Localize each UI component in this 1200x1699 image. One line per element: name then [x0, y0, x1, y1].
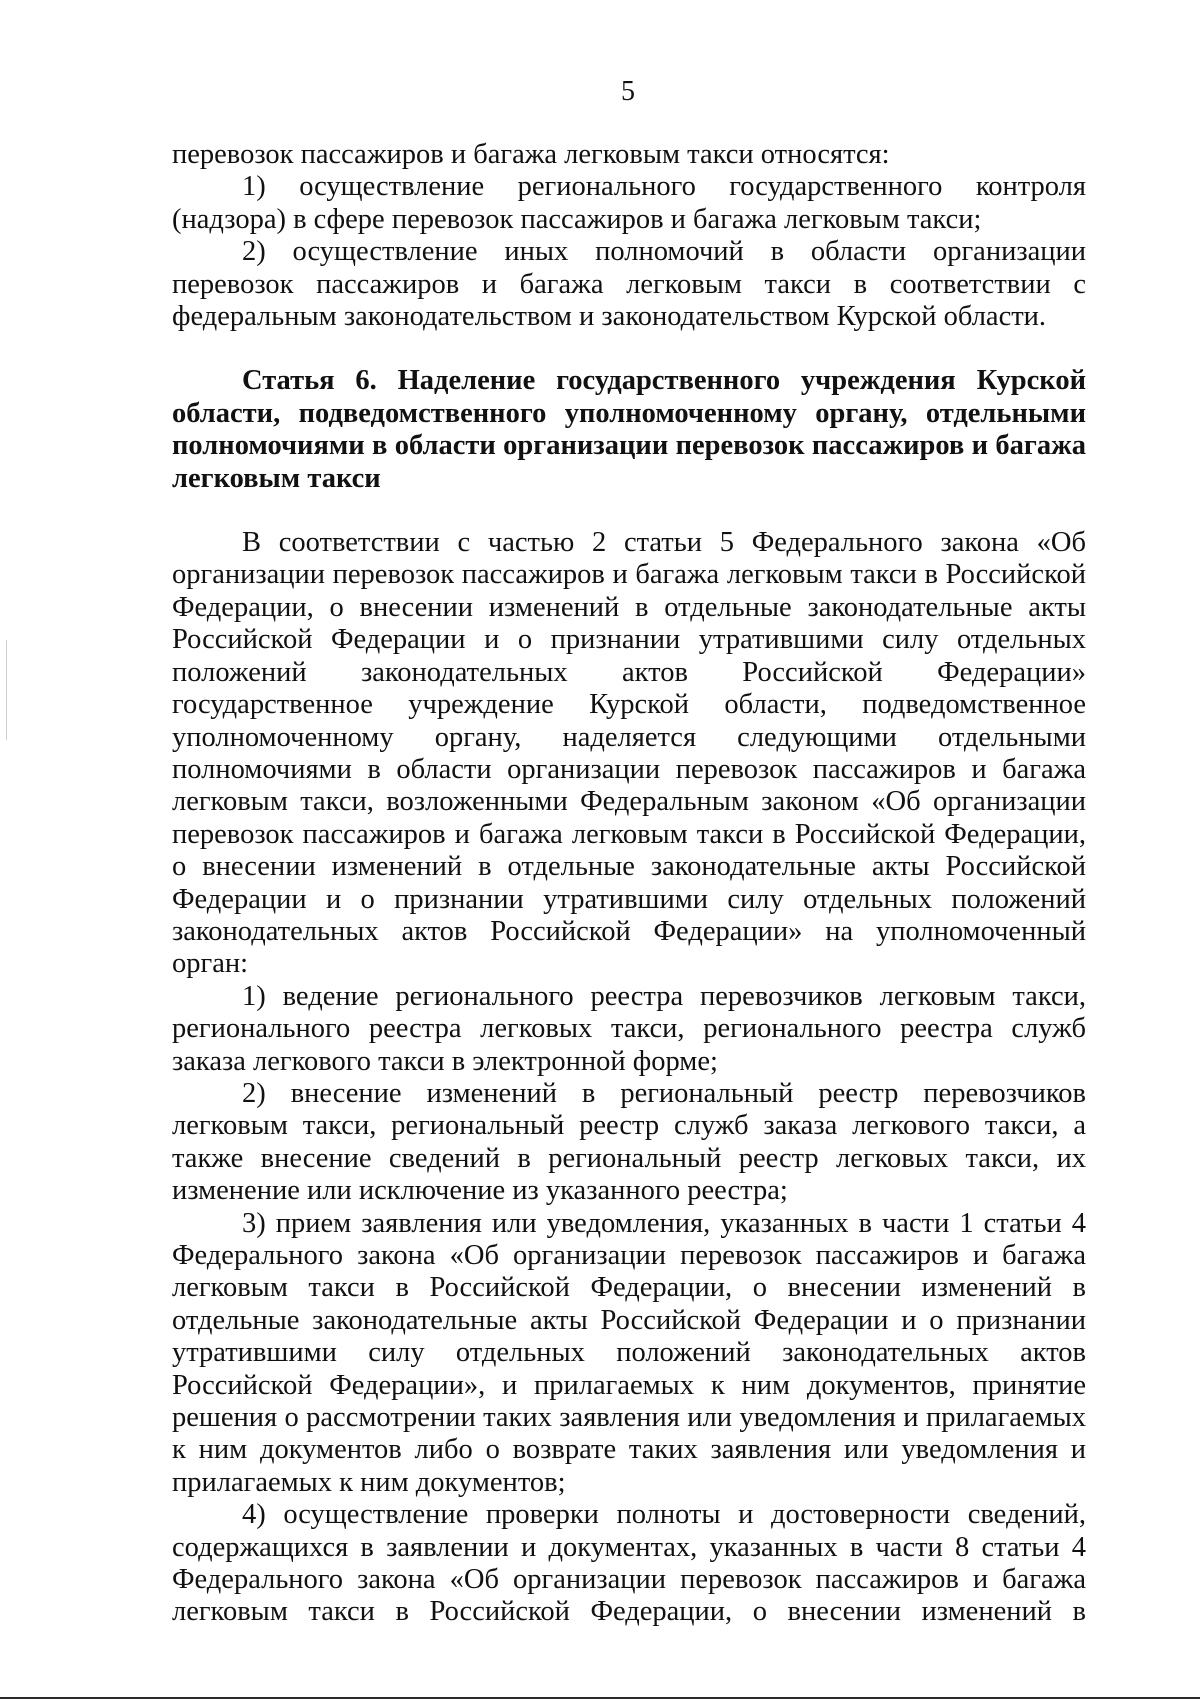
article-item-3: 3) прием заявления или уведомления, указанных в части 1 статьи 4 Федерального закона «Об организации перевозок пассажиров и багажа легковым такси в Российской Федерации, о внесении изменений в отдельные законодательные акты Российской Федерации и о признании утратившими силу отдельных положений законодательных актов Российской Федерации», и прилагаемых к ним документов, принятие решения о рассмотрении таких заявления или уведомления и прилагаемых к ним документов либо о возврате таких заявления или уведомления и прилагаемых к ним документов;	[172, 1207, 1086, 1498]
page-number: 5	[621, 76, 635, 107]
document-body	[172, 139, 1086, 1629]
article-item-4: 4) осуществление проверки полноты и достоверности сведений, содержащихся в заявлении и документах, указанных в части 8 статьи 4 Федерального закона «Об организации перевозок пассажиров и багажа легковым такси в Российской Федерации, о внесении изменений в	[172, 1499, 1086, 1628]
scan-edge-mark	[6, 640, 7, 740]
article-item-1: 1) ведение регионального реестра перевозчиков легковым такси, регионального реестра легковых такси, регионального реестра служб заказа легкового такси в электронной форме;	[172, 980, 1086, 1077]
intro-item-2: 2) осуществление иных полномочий в области организации перевозок пассажиров и багажа легковым такси в соответствии с федеральным законодательством и законодательством Курской области.	[172, 236, 1086, 333]
intro-line: перевозок пассажиров и багажа легковым такси относятся:	[172, 139, 890, 170]
article-item-2: 2) внесение изменений в региональный реестр перевозчиков легковым такси, региональный реестр служб заказа легкового такси, а также внесение сведений в региональный реестр легковых такси, их изменение или исключение из указанного реестра;	[172, 1077, 1086, 1207]
article-heading: Статья 6. Наделение государственного учреждения Курской области, подведомственного уполномоченному органу, отдельными полномочиями в области организации перевозок пассажиров и багажа легковым такси	[172, 365, 1086, 494]
intro-item-1: 1) осуществление регионального государственного контроля (надзора) в сфере перевозок пассажиров и багажа легковым такси;	[172, 171, 1086, 235]
article-body: В соответствии с частью 2 статьи 5 Федерального закона «Об организации перевозок пассажиров и багажа легковым такси в Российской Федерации, о внесении изменений в отдельные законодательные акты Российской Федерации и о признании утратившими силу отдельных положений законодательных актов Российской Федерации» государственное учреждение Курской области, подведомственное уполномоченному органу, наделяется следующими отдельными полномочиями в области организации перевозок пассажиров и багажа легковым такси, возложенными Федеральным законом «Об организации перевозок пассажиров и багажа легковым такси в Российской Федерации, о внесении изменений в отдельные законодательные акты Российской Федерации и о признании утратившими силу отдельных положений законодательных актов Российской Федерации» на уполномоченный орган:	[172, 527, 1086, 980]
